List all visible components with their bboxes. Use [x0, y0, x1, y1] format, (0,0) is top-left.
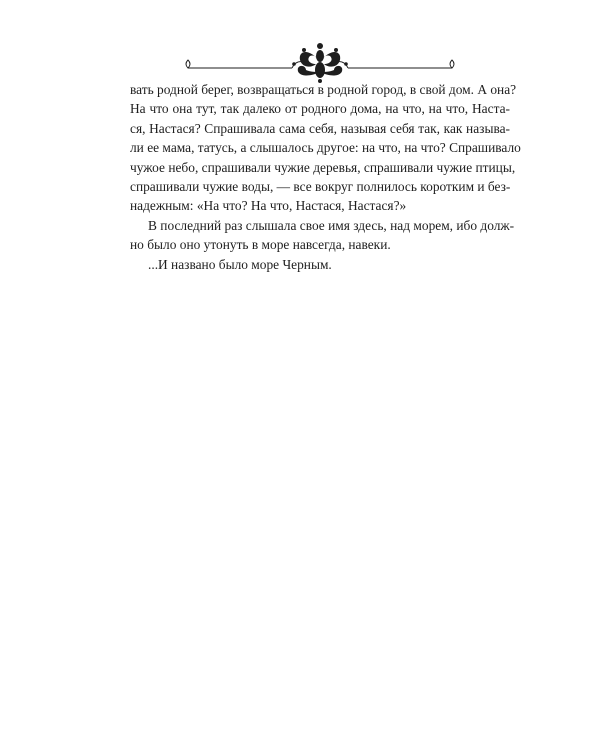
body-text [130, 80, 521, 274]
text-line: надежным: «На что? На что, Настася, Настася?» [130, 198, 407, 214]
text-line: вать родной берег, возвращаться в родной город, в свой дом. А она? [130, 82, 517, 97]
text-line: ...И названо было море Черным. [148, 256, 332, 272]
text-line: ся, Настася? Спрашивала сама себя, называя себя так, как называ- [130, 120, 510, 136]
text-line: но было оно утонуть в море навсегда, навеки. [130, 237, 391, 253]
paragraph-2 [130, 216, 515, 255]
paragraph-1 [130, 80, 521, 216]
text-line: В последний раз слышала свое имя здесь, над морем, ибо долж- [148, 217, 515, 233]
text-line: чужое небо, спрашивали чужие деревья, спрашивали чужие птицы, [130, 159, 516, 175]
text-line: На что она тут, так далеко от родного дома, на что, на что, Наста- [130, 101, 510, 117]
text-line: ли ее мама, татусь, а слышалось другое: на что, на что? Спрашивало [130, 140, 521, 156]
text-line: спрашивали чужие воды, — все вокруг полнилось коротким и без- [130, 179, 511, 195]
paragraph-3 [130, 255, 510, 274]
decorative-header-ornament [180, 38, 460, 84]
